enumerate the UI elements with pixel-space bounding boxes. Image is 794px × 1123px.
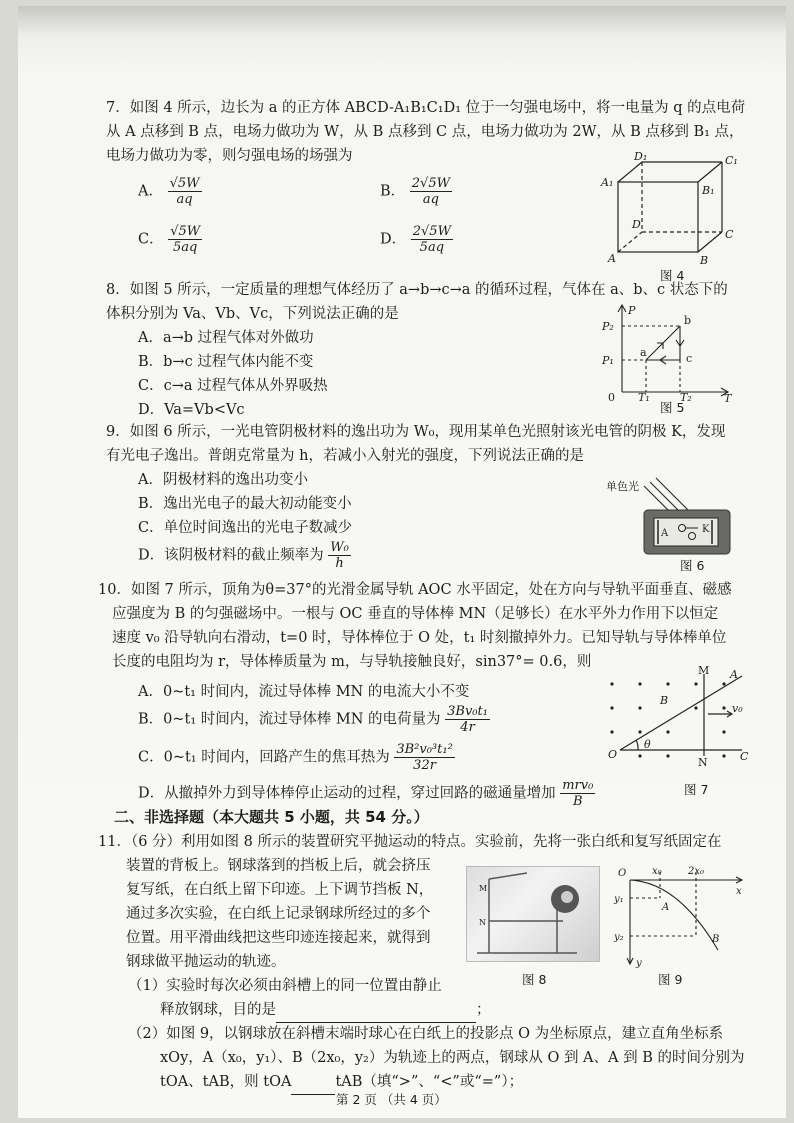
q7-line3: 电场力做功为零，则匀强电场的场强为	[106, 148, 353, 164]
fig5-axis-p: P	[628, 304, 636, 317]
page-footer: 第 2 页 （共 4 页）	[336, 1092, 447, 1107]
q7-option-a[interactable]: A． $\frac{√5W}{aq}$	[138, 176, 200, 207]
fig4-label-b: B	[700, 254, 709, 267]
q7-option-b-fraction: $\frac{2√5W}{aq}$	[411, 176, 450, 207]
q7-option-d-fraction: $\frac{2√5W}{5aq}$	[412, 224, 451, 255]
figure-7-caption: 图 7	[684, 782, 709, 797]
fig7-label-v0: v₀	[732, 702, 743, 715]
q9-option-a[interactable]: A．阴极材料的逸出功变小	[138, 472, 308, 488]
q10-line2: 应强度为 B 的匀强磁场中。一根与 OC 垂直的导体棒 MN（足够长）在水平外力作用下以恒定	[112, 606, 719, 622]
fig7-label-m: M	[698, 666, 710, 677]
q7-option-b[interactable]: B． $\frac{2√5W}{aq}$	[380, 176, 450, 207]
fig5-label-p1: P₁	[602, 354, 614, 367]
q9-line1: 9．如图 6 所示，一光电管阴极材料的逸出功为 W₀，现用某单色光照射该光电管的阴极 K，发现	[106, 424, 726, 440]
fig6-label-a: A	[661, 528, 669, 539]
question-10	[98, 578, 732, 674]
figure-6-phototube	[606, 476, 736, 558]
fig8-apparatus-drawing	[467, 867, 599, 961]
fig7-label-o: O	[608, 748, 618, 761]
figure-5-pt-diagram	[600, 302, 740, 402]
q7-option-d[interactable]: D． $\frac{2√5W}{5aq}$	[380, 224, 451, 255]
q7-option-a-fraction: $\frac{√5W}{aq}$	[169, 176, 200, 207]
figure-4-cube	[598, 152, 748, 268]
fig7-label-theta: θ	[644, 738, 651, 751]
fig9-label-y1: y₁	[614, 894, 624, 905]
q11-sub2-line3-post: tAB（填“>”、“<”或“=”）；	[335, 1074, 524, 1090]
q10-option-a[interactable]: A．0~t₁ 时间内，流过导体棒 MN 的电流大小不变	[138, 684, 470, 700]
q7-line1: 7．如图 4 所示，边长为 a 的正方体 ABCD-A₁B₁C₁D₁ 位于一匀强电场中，将一电量为 q 的点电荷	[106, 100, 746, 116]
question-9	[106, 420, 725, 468]
fig7-label-c: C	[740, 750, 749, 763]
figure-8-caption: 图 8	[522, 972, 547, 987]
q10-line3: 速度 v₀ 沿导轨向右滑动，t=0 时，导体棒位于 O 处，t₁ 时刻撤掉外力。已知导轨与导体棒单位	[112, 630, 727, 646]
figure-5-caption: 图 5	[660, 400, 685, 415]
q8-line2: 体积分别为 Va、Vb、Vc，下列说法正确的是	[106, 306, 399, 322]
fig5-point-c: c	[686, 352, 693, 365]
q7-option-c[interactable]: C． $\frac{√5W}{5aq}$	[138, 224, 201, 255]
q11-line2: 装置的背板上。钢球落到的挡板上后，就会挤压	[126, 858, 431, 874]
fig4-label-a1: A₁	[601, 176, 614, 189]
q11-sub2-line3-pre: tOA、tAB，则 tOA	[160, 1074, 292, 1090]
fig9-point-a: A	[662, 902, 670, 913]
fig9-axis-y: y	[636, 958, 642, 968]
q11-line5: 位置。用平滑曲线把这些印迹连接起来，就得到	[126, 930, 431, 946]
section-2-heading: 二、非选择题（本大题共 5 小题，共 54 分。）	[114, 808, 429, 826]
q10-option-b[interactable]: B．0~t₁ 时间内，流过导体棒 MN 的电荷量为 $\frac{\text{3Bv₀t₁}}{4r}$	[138, 704, 488, 735]
figure-7-rails	[592, 666, 752, 772]
q10-line1: 10．如图 7 所示，顶角为θ=37°的光滑金属导轨 AOC 水平固定，处在方向与导轨平面垂直、磁感	[98, 582, 732, 598]
q9-options	[138, 468, 352, 540]
fig5-point-b: b	[684, 314, 692, 327]
q10-option-d-fraction: $\frac{\text{mrv₀}}{B}$	[562, 778, 594, 809]
fig5-label-t2: T₂	[680, 391, 692, 402]
q8-option-d[interactable]: D．Va=Vb<Vc	[138, 402, 245, 418]
fig5-label-t1: T₁	[638, 391, 650, 402]
fig8-label-n: N	[479, 918, 486, 927]
q9-option-b[interactable]: B．逸出光电子的最大初动能变小	[138, 496, 352, 512]
q8-option-a[interactable]: A．a→b 过程气体对外做功	[138, 330, 314, 346]
fig9-label-2x0: 2x₀	[688, 866, 705, 877]
q11-sub2	[128, 1022, 745, 1095]
fig5-point-a: a	[640, 346, 647, 359]
q9-option-c[interactable]: C．单位时间逸出的光电子数减少	[138, 520, 353, 536]
q11-sub1-line1: （1）实验时每次必须由斜槽上的同一位置由静止	[128, 978, 442, 994]
q10-option-b-fraction: $\frac{\text{3Bv₀t₁}}{4r}$	[447, 704, 488, 735]
fig9-label-x0: x₀	[652, 866, 662, 877]
figure-6-caption: 图 6	[680, 558, 705, 573]
fig4-label-b1: B₁	[702, 184, 715, 197]
fig9-axis-x: x	[736, 886, 742, 897]
q10-option-c[interactable]: C．0~t₁ 时间内，回路产生的焦耳热为 $\frac{\text{3B²v₀³t₁²}}{32r}$	[138, 742, 453, 773]
fig5-label-p2: P₂	[602, 320, 614, 333]
fig7-label-n: N	[698, 756, 708, 769]
figure-8-apparatus-photo	[466, 866, 600, 962]
figure-4-caption: 图 4	[660, 268, 685, 283]
fig9-origin: O	[618, 868, 627, 879]
fig7-label-b: B	[660, 694, 669, 707]
q9-line2: 有光电子逸出。普朗克常量为 h，若减小入射光的强度，下列说法正确的是	[106, 448, 584, 464]
fig4-label-d: D	[632, 218, 641, 231]
q8-option-c[interactable]: C．c→a 过程气体从外界吸热	[138, 378, 328, 394]
q8-option-b[interactable]: B．b→c 过程气体内能不变	[138, 354, 314, 370]
figure-9-caption: 图 9	[658, 972, 683, 987]
fig5-origin: 0	[608, 391, 615, 402]
fig9-label-y2: y₂	[614, 932, 624, 943]
q8-options	[138, 326, 328, 422]
q11-line1: 11．（6 分）利用如图 8 所示的装置研究平抛运动的特点。实验前，先将一张白纸和复写纸固定在	[98, 834, 722, 850]
q7-option-c-fraction: $\frac{√5W}{5aq}$	[170, 224, 201, 255]
q10-option-c-fraction: $\frac{\text{3B²v₀³t₁²}}{32r}$	[396, 742, 453, 773]
fig4-label-c1: C₁	[725, 154, 738, 167]
q11-line4: 通过多次实验，在白纸上记录钢球所经过的多个	[126, 906, 431, 922]
fig7-label-a: A	[730, 668, 738, 681]
q11-sub1: （1）实验时每次必须由斜槽上的同一位置由静止 释放钢球，目的是 ；	[128, 974, 491, 1023]
fig6-light-label: 单色光	[606, 480, 639, 493]
q10-option-d[interactable]: D．从撤掉外力到导体棒停止运动的过程，穿过回路的磁通量增加 $\frac{\text{mrv₀}}{B}$	[138, 778, 594, 809]
q9-option-d[interactable]: D．该阴极材料的截止频率为 $\frac{\text{W₀}}{h}$	[138, 540, 349, 571]
q10-line4: 长度的电阻均为 r，导体棒质量为 m，与导轨接触良好，sin37°= 0.6，则	[112, 654, 592, 670]
figure-9-trajectory	[608, 864, 748, 968]
fig5-axis-t: T	[724, 392, 732, 402]
exam-page	[18, 6, 786, 1118]
q11-sub2-line1: （2）如图 9，以钢球放在斜槽末端时球心在白纸上的投影点 O 为坐标原点，建立直角坐标系	[128, 1026, 724, 1042]
q11-sub2-line2: xOy，A（x₀，y₁）、B（2x₀，y₂）为轨迹上的两点，钢球从 O 到 A、A 到 B 的时间分别为	[160, 1050, 745, 1066]
q7-line2: 从 A 点移到 B 点，电场力做功为 W，从 B 点移到 C 点，电场力做功为 2W，从 B 点移到 B₁ 点，	[106, 124, 744, 140]
q11-line6: 钢球做平抛运动的轨迹。	[126, 954, 286, 970]
fig6-label-k: K	[702, 524, 710, 535]
q9-option-d-fraction: $\frac{\text{W₀}}{h}$	[330, 540, 349, 571]
fig4-label-a: A	[608, 252, 616, 265]
fig4-label-d1: D₁	[634, 152, 648, 163]
fig9-point-b: B	[712, 934, 720, 945]
fig4-label-c: C	[725, 228, 734, 241]
q11-answer-blank-1[interactable]	[276, 998, 476, 1023]
q8-line1: 8．如图 5 所示，一定质量的理想气体经历了 a→b→c→a 的循环过程，气体在 a、b、c 状态下的	[106, 282, 728, 298]
q11-sub1-line2: 释放钢球，目的是	[160, 1002, 276, 1018]
fig8-label-m: M	[479, 884, 488, 893]
q11-answer-blank-2[interactable]	[291, 1070, 335, 1095]
q11-line3: 复写纸，在白纸上留下印迹。上下调节挡板 N，	[126, 882, 434, 898]
